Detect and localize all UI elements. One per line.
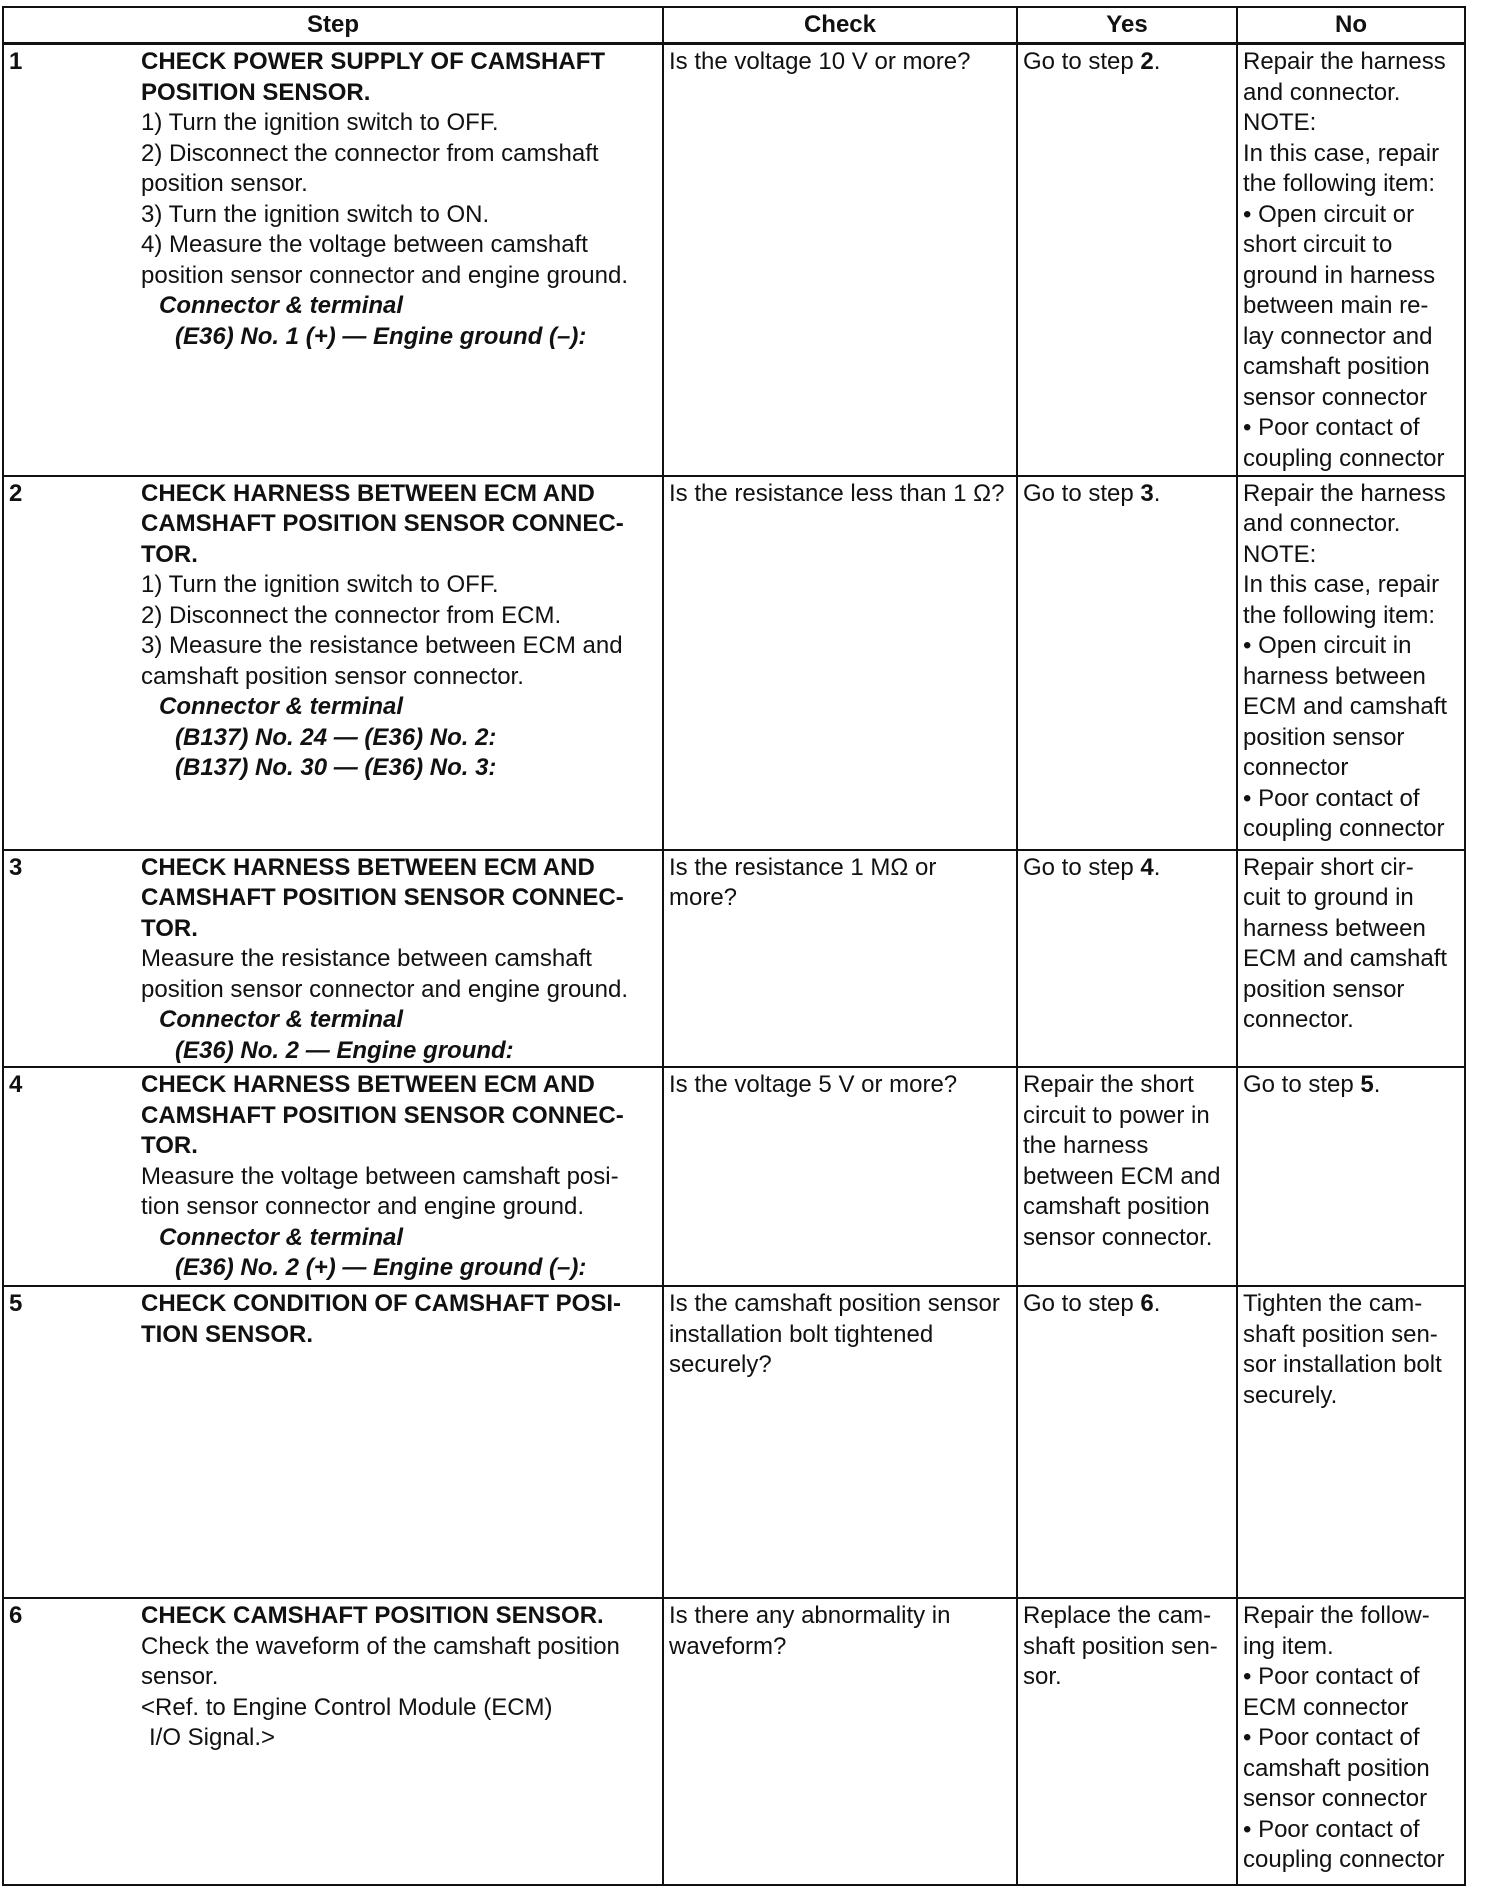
no-action-line: coupling connector	[1243, 815, 1445, 842]
yes-step-ref: 3	[1140, 479, 1154, 507]
step-cell	[3, 850, 663, 1068]
step-title: CHECK POWER SUPPLY OF CAMSHAFT	[141, 48, 606, 75]
step-instruction: position sensor connector and engine ground.	[141, 261, 629, 289]
check-question: more?	[669, 884, 738, 911]
no-action-line: • Poor contact of	[1243, 414, 1420, 441]
step-title: CHECK HARNESS BETWEEN ECM AND	[141, 853, 595, 881]
yes-cell	[1017, 1598, 1237, 1885]
connector-terminal-heading: Connector & terminal	[159, 1006, 404, 1033]
yes-action-suffix: .	[1153, 479, 1161, 507]
yes-action	[1023, 480, 1160, 507]
no-action-line: ECM connector	[1243, 1693, 1409, 1721]
no-action-line: • Open circuit in	[1243, 632, 1412, 659]
header-no: No	[1237, 7, 1465, 44]
no-action-line: connector.	[1243, 1006, 1354, 1033]
yes-action-suffix: .	[1153, 48, 1161, 75]
yes-step-ref: 2	[1140, 48, 1154, 75]
step-reference: <Ref. to Engine Control Module (ECM)	[141, 1693, 553, 1721]
connector-terminal-spec: (E36) No. 1 (+) — Engine ground (–):	[175, 322, 587, 350]
no-action-line: Tighten the cam-	[1243, 1290, 1423, 1317]
step-number: 5	[9, 1290, 23, 1317]
step-instruction: 3) Measure the resistance between ECM and	[141, 632, 623, 659]
yes-cell	[1017, 1067, 1237, 1286]
step-instruction: 2) Disconnect the connector from camshaft	[141, 139, 599, 167]
no-action-line: sensor connector	[1243, 383, 1428, 411]
step-title: TOR.	[141, 1132, 198, 1159]
step-title: TOR.	[141, 540, 198, 568]
connector-terminal-heading: Connector & terminal	[159, 693, 404, 720]
yes-action-line: sensor connector.	[1023, 1223, 1213, 1251]
table-row	[3, 44, 1465, 476]
step-number: 4	[9, 1071, 23, 1098]
no-action-line: the following item:	[1243, 170, 1436, 197]
step-instruction: 3) Turn the ignition switch to ON.	[141, 200, 490, 228]
header-step: Step	[3, 7, 663, 44]
no-action-line: • Poor contact of	[1243, 1663, 1420, 1690]
step-cell	[3, 1598, 663, 1885]
check-question: Is the voltage 5 V or more?	[669, 1071, 958, 1098]
yes-cell	[1017, 476, 1237, 850]
step-title: CHECK CONDITION OF CAMSHAFT POSI-	[141, 1290, 621, 1317]
no-cell	[1237, 476, 1465, 850]
connector-terminal-spec: (B137) No. 24 — (E36) No. 2:	[175, 723, 497, 751]
note-label: NOTE:	[1243, 109, 1317, 136]
no-action-line: • Open circuit or	[1243, 200, 1415, 228]
step-cell	[3, 1067, 663, 1286]
step-title: CHECK HARNESS BETWEEN ECM AND	[141, 479, 595, 507]
no-cell	[1237, 1598, 1465, 1885]
no-action-line: securely.	[1243, 1381, 1338, 1409]
connector-terminal-spec: (E36) No. 2 — Engine ground:	[175, 1036, 514, 1064]
no-action-line: Repair the harness	[1243, 48, 1446, 75]
step-cell	[3, 476, 663, 850]
check-cell	[663, 850, 1017, 1068]
step-title: CHECK CAMSHAFT POSITION SENSOR.	[141, 1602, 604, 1629]
yes-action	[1023, 1290, 1160, 1317]
check-question: installation bolt tightened	[669, 1320, 934, 1348]
yes-action-line: circuit to power in	[1023, 1101, 1210, 1129]
yes-action-line: sor.	[1023, 1663, 1062, 1690]
yes-action-text: Go to step	[1023, 1290, 1141, 1317]
check-question: Is the voltage 10 V or more?	[669, 48, 971, 75]
no-action-line: ECM and camshaft	[1243, 945, 1448, 972]
yes-action-suffix: .	[1153, 853, 1161, 881]
no-action-line: • Poor contact of	[1243, 1815, 1420, 1843]
step-instruction: tion sensor connector and engine ground.	[141, 1193, 584, 1220]
no-action-suffix: .	[1373, 1071, 1381, 1098]
step-instruction: 2) Disconnect the connector from ECM.	[141, 601, 562, 629]
step-cell	[3, 44, 663, 476]
step-instruction: position sensor.	[141, 170, 308, 197]
connector-terminal-spec: (E36) No. 2 (+) — Engine ground (–):	[175, 1254, 587, 1281]
no-action-line: position sensor	[1243, 723, 1405, 751]
step-title: CHECK HARNESS BETWEEN ECM AND	[141, 1071, 595, 1098]
yes-step-ref: 4	[1140, 853, 1154, 881]
yes-action-line: shaft position sen-	[1023, 1632, 1218, 1660]
step-instruction: 1) Turn the ignition switch to OFF.	[141, 571, 499, 598]
yes-action-line: Replace the cam-	[1023, 1602, 1212, 1629]
no-action-line: cuit to ground in	[1243, 884, 1414, 911]
step-title: TION SENSOR.	[141, 1320, 314, 1348]
yes-cell	[1017, 44, 1237, 476]
no-action-line: Repair the follow-	[1243, 1602, 1430, 1629]
no-action-line: Repair short cir-	[1243, 853, 1414, 881]
no-action-line: and connector.	[1243, 78, 1401, 106]
no-action-line: camshaft position	[1243, 353, 1430, 380]
table-row	[3, 476, 1465, 850]
check-question: securely?	[669, 1351, 772, 1378]
check-question: waveform?	[669, 1632, 787, 1660]
no-action-line: lay connector and	[1243, 322, 1433, 350]
step-title: CAMSHAFT POSITION SENSOR CONNEC-	[141, 510, 624, 537]
no-action-line: In this case, repair	[1243, 139, 1440, 167]
no-action-line: between main re-	[1243, 292, 1429, 319]
check-question: Is the camshaft position sensor	[669, 1290, 1000, 1317]
no-action-line: camshaft position	[1243, 1754, 1430, 1782]
table-row	[3, 1598, 1465, 1885]
no-action-line: harness between	[1243, 914, 1426, 942]
no-action-text: Go to step	[1243, 1071, 1361, 1098]
step-instruction: Measure the voltage between camshaft posi-	[141, 1162, 619, 1190]
connector-terminal-heading: Connector & terminal	[159, 1223, 404, 1251]
no-action-line: • Poor contact of	[1243, 784, 1420, 812]
step-instruction: position sensor connector and engine ground.	[141, 975, 629, 1003]
step-instruction: Measure the resistance between camshaft	[141, 945, 592, 972]
no-action-line: Repair the harness	[1243, 479, 1446, 507]
check-cell	[663, 1286, 1017, 1598]
note-label: NOTE:	[1243, 540, 1317, 568]
step-number: 6	[9, 1602, 23, 1629]
no-action-line: ground in harness	[1243, 261, 1436, 289]
no-action-line: ing item.	[1243, 1632, 1334, 1660]
step-reference: I/O Signal.>	[149, 1724, 276, 1751]
check-cell	[663, 44, 1017, 476]
no-action-line: position sensor	[1243, 975, 1405, 1003]
yes-cell	[1017, 1286, 1237, 1598]
check-question: Is the resistance less than 1 Ω?	[669, 479, 1005, 507]
yes-action-line: camshaft position	[1023, 1193, 1210, 1220]
table-row	[3, 1067, 1465, 1286]
no-cell	[1237, 44, 1465, 476]
diagnostic-procedure-table	[2, 6, 1466, 1886]
no-action-line: harness between	[1243, 662, 1426, 690]
yes-action	[1023, 48, 1160, 75]
header-check: Check	[663, 7, 1017, 44]
step-number: 1	[9, 48, 23, 75]
step-title: CAMSHAFT POSITION SENSOR CONNEC-	[141, 884, 624, 911]
no-action-line: • Poor contact of	[1243, 1724, 1420, 1751]
connector-terminal-heading: Connector & terminal	[159, 292, 404, 319]
yes-cell	[1017, 850, 1237, 1068]
no-action-line: shaft position sen-	[1243, 1320, 1438, 1348]
check-cell	[663, 476, 1017, 850]
no-cell	[1237, 850, 1465, 1068]
step-instruction: 4) Measure the voltage between camshaft	[141, 231, 588, 258]
check-cell	[663, 1598, 1017, 1885]
no-action-line: the following item:	[1243, 601, 1436, 629]
connector-terminal-spec: (B137) No. 30 — (E36) No. 3:	[175, 754, 497, 781]
yes-action-text: Go to step	[1023, 479, 1141, 507]
yes-action-line: between ECM and	[1023, 1162, 1221, 1190]
step-title: TOR.	[141, 914, 198, 942]
table-row	[3, 850, 1465, 1068]
check-cell	[663, 1067, 1017, 1286]
no-cell	[1237, 1286, 1465, 1598]
yes-action-suffix: .	[1153, 1290, 1161, 1317]
step-title: CAMSHAFT POSITION SENSOR CONNEC-	[141, 1101, 624, 1129]
no-action-line: sensor connector	[1243, 1785, 1428, 1812]
table-header-row	[3, 7, 1465, 44]
no-action-line: sor installation bolt	[1243, 1351, 1442, 1378]
no-action-line: coupling connector	[1243, 1846, 1445, 1873]
step-instruction: camshaft position sensor connector.	[141, 662, 524, 690]
no-action	[1243, 1071, 1380, 1098]
no-action-line: and connector.	[1243, 510, 1401, 537]
check-question: Is there any abnormality in	[669, 1602, 951, 1629]
step-number: 3	[9, 853, 23, 881]
table-row	[3, 1286, 1465, 1598]
step-number: 2	[9, 479, 23, 507]
no-action-line: ECM and camshaft	[1243, 693, 1448, 720]
no-action-line: connector	[1243, 754, 1349, 781]
yes-action	[1023, 854, 1160, 881]
step-instruction: sensor.	[141, 1663, 219, 1690]
no-cell	[1237, 1067, 1465, 1286]
header-yes: Yes	[1017, 7, 1237, 44]
yes-step-ref: 6	[1140, 1290, 1154, 1317]
no-step-ref: 5	[1360, 1071, 1374, 1098]
step-cell	[3, 1286, 663, 1598]
step-instruction: 1) Turn the ignition switch to OFF.	[141, 109, 499, 136]
yes-action-text: Go to step	[1023, 853, 1141, 881]
no-action-line: In this case, repair	[1243, 571, 1440, 598]
step-instruction: Check the waveform of the camshaft position	[141, 1632, 620, 1660]
yes-action-line: Repair the short	[1023, 1071, 1194, 1098]
no-action-line: coupling connector	[1243, 444, 1445, 472]
step-title: POSITION SENSOR.	[141, 78, 371, 106]
yes-action-text: Go to step	[1023, 48, 1141, 75]
no-action-line: short circuit to	[1243, 231, 1393, 258]
yes-action-line: the harness	[1023, 1132, 1149, 1159]
check-question: Is the resistance 1 MΩ or	[669, 853, 937, 881]
